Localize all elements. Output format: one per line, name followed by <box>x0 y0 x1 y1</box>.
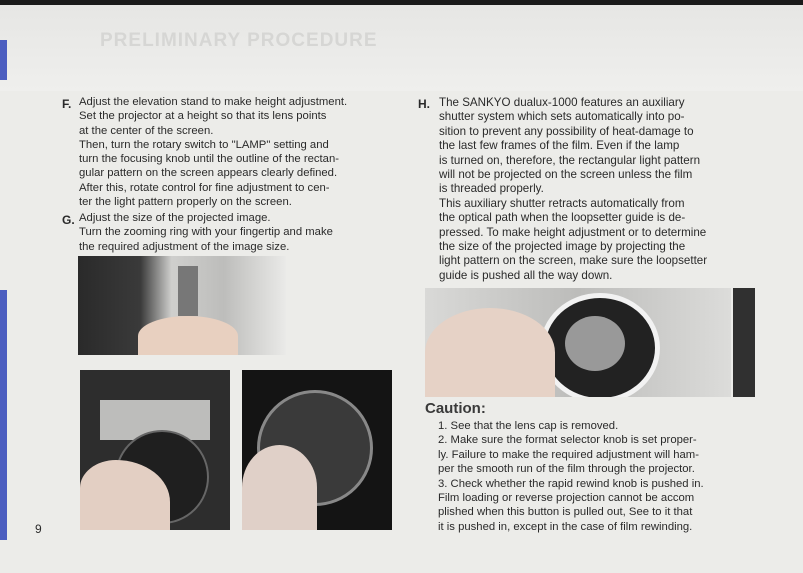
caution-text <box>438 419 704 534</box>
photo-loopsetter-lens <box>425 288 731 397</box>
section-h-label: H. <box>418 97 430 111</box>
text-line: the size of the projected image by projecting the <box>439 240 686 254</box>
text-line: 2. Make sure the format selector knob is set proper- <box>438 434 697 447</box>
text-line: Film loading or reverse projection cannot be accom <box>438 492 695 505</box>
section-f-text <box>79 95 347 209</box>
text-line: gular pattern on the screen appears clearly defined. <box>79 167 338 180</box>
caution-heading: Caution: <box>425 400 486 417</box>
section-g-label: G. <box>62 213 75 227</box>
text-line: pressed. To make height adjustment or to determine <box>439 225 707 239</box>
text-line: is threaded properly. <box>439 182 544 196</box>
text-line: The SANKYO dualux-1000 features an auxiliary <box>439 96 685 109</box>
text-line: Adjust the size of the projected image. <box>79 212 271 224</box>
text-line: 1. See that the lens cap is removed. <box>438 420 619 432</box>
photo-zoom-ring <box>242 370 392 530</box>
page-number: 9 <box>35 522 42 536</box>
text-line: sition to prevent any possibility of heat-damage to <box>439 124 694 138</box>
text-line: ter the light pattern properly on the screen. <box>79 196 292 209</box>
text-line: will not be projected on the screen unless the film <box>439 168 693 182</box>
text-line: shutter system which sets automatically into po- <box>439 110 685 124</box>
text-line: Adjust the elevation stand to make height adjustment. <box>79 96 348 108</box>
text-line: it is pushed in, except in the case of film rewinding. <box>438 520 693 533</box>
text-line: light pattern on the screen, make sure the loopsetter <box>439 254 708 268</box>
text-line: plished when this button is pulled out, See to it that <box>438 506 693 519</box>
section-g-text <box>79 211 333 254</box>
photo-elevation-stand <box>78 256 286 355</box>
text-line: 3. Check whether the rapid rewind knob is pushed in. <box>438 477 704 490</box>
text-line: Turn the zooming ring with your fingertip and make <box>79 226 333 239</box>
text-line: at the center of the screen. <box>79 124 214 137</box>
text-line: the last few frames of the film. Even if the lamp <box>439 139 680 153</box>
text-line: turn the focusing knob until the outline of the rectan- <box>79 153 339 166</box>
tab-marker <box>0 40 7 80</box>
tab-marker <box>0 290 7 540</box>
text-line: Set the projector at a height so that its lens points <box>79 110 327 123</box>
section-h-text <box>439 96 707 283</box>
text-line: After this, rotate control for fine adjustment to cen- <box>79 181 330 194</box>
text-line: the required adjustment of the image size. <box>79 240 290 253</box>
text-line: Then, turn the rotary switch to "LAMP" setting and <box>79 138 329 151</box>
photo-focus-knob <box>80 370 230 530</box>
section-f-label: F. <box>62 97 72 111</box>
text-line: is turned on, therefore, the rectangular light pattern <box>439 153 701 167</box>
text-line: the optical path when the loopsetter guide is de- <box>439 211 686 225</box>
text-line: per the smooth run of the film through the projector. <box>438 463 695 476</box>
text-line: This auxiliary shutter retracts automatically from <box>439 196 685 210</box>
text-line: ly. Failure to make the required adjustment will ham- <box>438 448 699 461</box>
text-line: guide is pushed all the way down. <box>439 268 613 282</box>
page-title: PRELIMINARY PROCEDURE <box>100 30 378 51</box>
photo-edge <box>733 288 755 397</box>
